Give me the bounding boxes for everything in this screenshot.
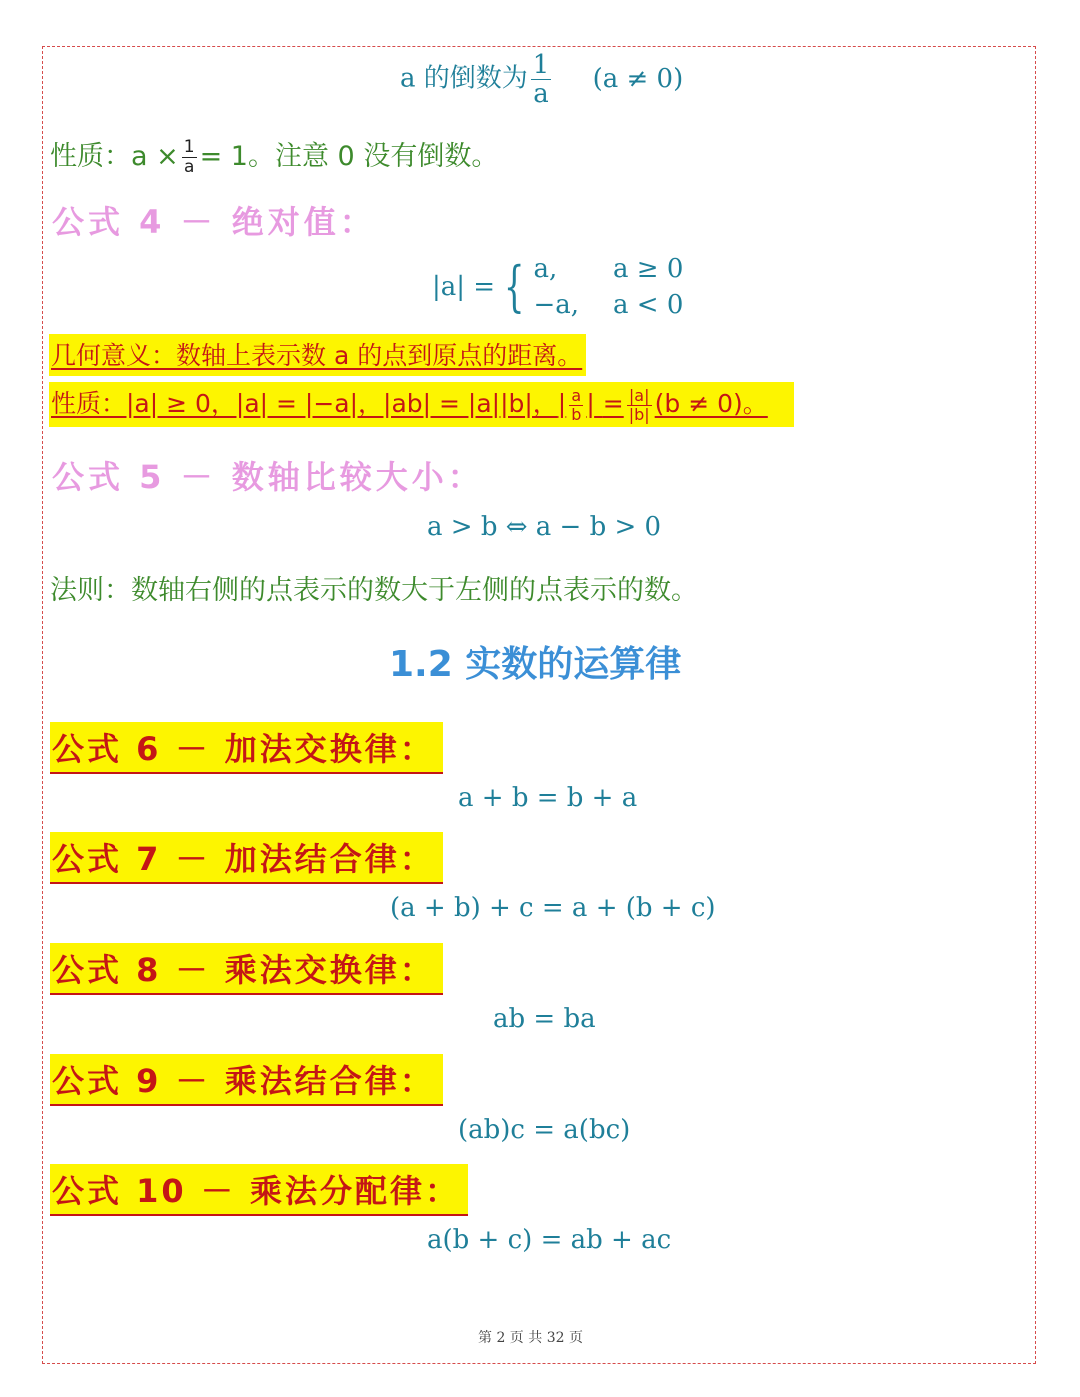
abs-fraction-a-b — [569, 385, 583, 424]
absolute-value-property — [49, 382, 794, 427]
reciprocal-fraction — [531, 52, 552, 107]
fraction-denominator: |b| — [628, 404, 650, 424]
fraction-denominator: b — [571, 404, 582, 424]
case-2-expression: −a, — [533, 290, 579, 320]
formula-7-heading: 公式 7 － 加法结合律： — [50, 832, 443, 884]
section-title: 1.2 实数的运算律 — [389, 644, 682, 685]
formula-5-heading: 公式 5 － 数轴比较大小： — [52, 458, 484, 496]
property-prefix: 性质：a × — [50, 141, 179, 172]
compare-rule: 法则：数轴右侧的点表示的数大于左侧的点表示的数。 — [50, 575, 698, 606]
fraction-numerator: 1 — [183, 137, 195, 157]
property-fraction — [182, 139, 197, 176]
abs-bar-open: | — [557, 389, 567, 418]
reciprocal-lead: a 的倒数为 — [400, 63, 528, 94]
cases-grid — [533, 254, 683, 320]
fraction-denominator: a — [533, 79, 549, 109]
equals-sign: = — [602, 389, 624, 418]
formula-10-expression: a(b + c) = ab + ac — [427, 1225, 672, 1255]
formula-8-heading: 公式 8 － 乘法交换律： — [50, 943, 443, 995]
formula-9-heading: 公式 9 － 乘法结合律： — [50, 1054, 443, 1106]
formula-7-expression: (a + b) + c = a + (b + c) — [390, 893, 716, 923]
left-brace: { — [503, 255, 525, 318]
reciprocal-condition: (a ≠ 0) — [592, 63, 684, 94]
fraction-numerator: |a| — [628, 385, 650, 405]
fraction-denominator: a — [183, 157, 195, 177]
formula-9-expression: (ab)c = a(bc) — [458, 1115, 631, 1145]
abs-property-text: 性质：|a| ≥ 0，|a| = |−a|，|ab| = |a||b|， — [51, 389, 558, 418]
abs-fraction-absa-absb — [627, 385, 652, 424]
abs-lhs: |a| = — [432, 272, 496, 302]
formula-4-heading: 公式 4 － 绝对值： — [52, 203, 376, 241]
abs-bar-close: | — [586, 389, 595, 418]
formula-6-expression: a + b = b + a — [458, 783, 638, 813]
property-suffix: = 1。注意 0 没有倒数。 — [199, 141, 499, 172]
formula-6-heading: 公式 6 － 加法交换律： — [50, 722, 443, 774]
piecewise-system — [432, 254, 683, 320]
page-footer: 第 2 页 共 32 页 — [478, 1330, 583, 1346]
formula-8-expression: ab = ba — [493, 1004, 596, 1034]
formula-10-heading: 公式 10 － 乘法分配律： — [50, 1164, 468, 1216]
compare-formula: a > b ⇔ a − b > 0 — [427, 512, 662, 542]
case-2-condition: a < 0 — [613, 290, 684, 320]
abs-property-condition: (b ≠ 0)。 — [654, 389, 768, 418]
fraction-numerator: 1 — [532, 50, 550, 80]
reciprocal-definition — [400, 52, 683, 107]
absolute-value-definition — [432, 254, 683, 320]
reciprocal-property — [50, 134, 498, 176]
case-1-condition: a ≥ 0 — [613, 254, 684, 284]
fraction-numerator: a — [571, 385, 582, 405]
case-1-expression: a, — [533, 254, 558, 284]
geometric-meaning: 几何意义：数轴上表示数 a 的点到原点的距离。 — [49, 334, 586, 376]
